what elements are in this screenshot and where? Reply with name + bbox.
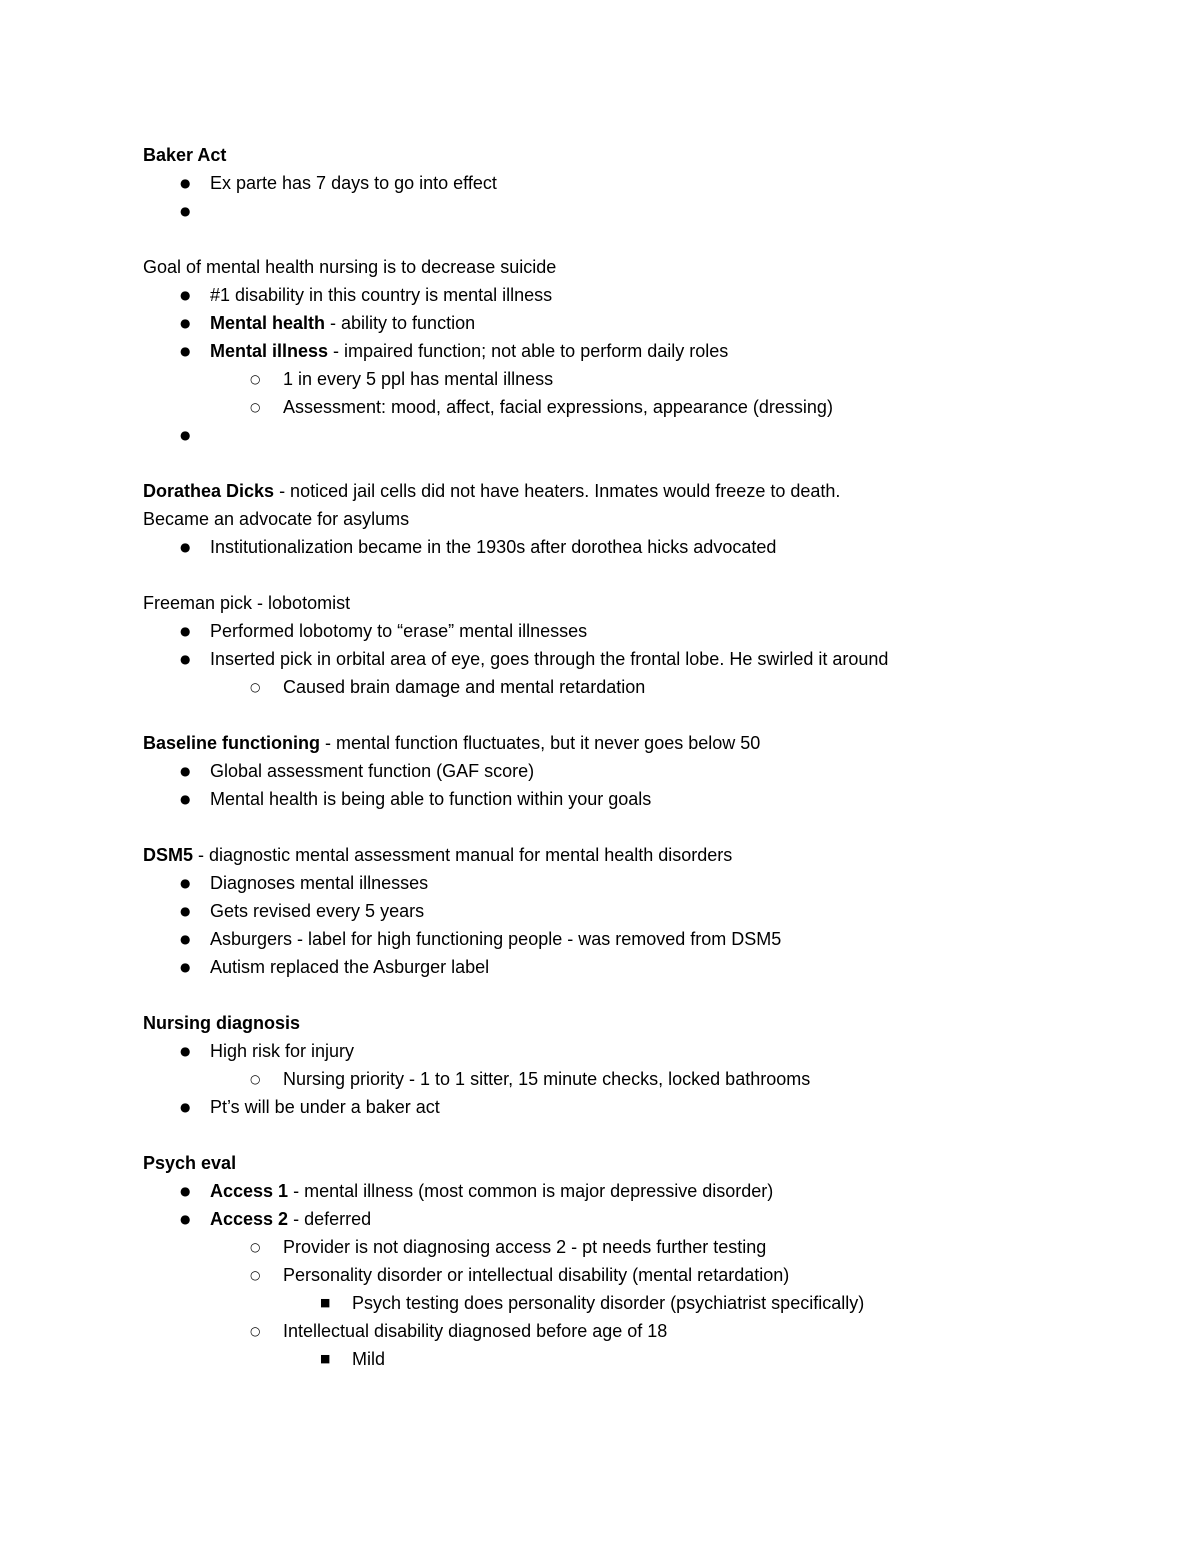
text-run-group: 1 in every 5 ppl has mental illness	[283, 369, 554, 389]
text-run-group: Nursing diagnosis	[143, 1013, 301, 1033]
blank-line	[143, 701, 1057, 729]
bullet-line-level-3	[143, 1289, 1057, 1317]
text-run-group: Diagnoses mental illnesses	[210, 873, 429, 893]
filled-circle-bullet-icon: ●	[180, 288, 191, 302]
bullet-line-level-1	[143, 1205, 1057, 1233]
filled-circle-bullet-icon: ●	[180, 344, 191, 358]
text-run-group: Personality disorder or intellectual disability (mental retardation)	[283, 1265, 790, 1285]
hollow-circle-bullet-icon: ○	[250, 400, 261, 414]
hollow-circle-bullet-icon: ○	[250, 680, 261, 694]
filled-circle-bullet-icon: ●	[180, 960, 191, 974]
text-run-group: #1 disability in this country is mental illness	[210, 285, 553, 305]
document-body	[143, 141, 1057, 1373]
bullet-line-level-1	[143, 617, 1057, 645]
bullet-line-level-1	[143, 785, 1057, 813]
blank-line	[143, 813, 1057, 841]
filled-square-bullet-icon: ■	[320, 1352, 331, 1365]
text-run-group: Gets revised every 5 years	[210, 901, 425, 921]
bullet-line-level-1	[143, 197, 1057, 225]
heading-line	[143, 141, 1057, 169]
text-run-group: DSM5 - diagnostic mental assessment manual for mental health disorders	[143, 845, 733, 865]
text-run-group: Assessment: mood, affect, facial expressions, appearance (dressing)	[283, 397, 833, 417]
hollow-circle-bullet-icon: ○	[250, 1324, 261, 1338]
text-run-group: Baseline functioning - mental function fluctuates, but it never goes below 50	[143, 733, 761, 753]
bullet-line-level-2	[143, 393, 1057, 421]
blank-line	[143, 449, 1057, 477]
paragraph-line	[143, 253, 1057, 281]
text-run-group: Goal of mental health nursing is to decrease suicide	[143, 257, 557, 277]
bullet-line-level-1	[143, 337, 1057, 365]
bullet-line-level-1	[143, 421, 1057, 449]
text-run-group: Psych eval	[143, 1153, 237, 1173]
heading-line	[143, 1009, 1057, 1037]
paragraph-line	[143, 589, 1057, 617]
text-run-group: Ex parte has 7 days to go into effect	[210, 173, 497, 193]
hollow-circle-bullet-icon: ○	[250, 1072, 261, 1086]
filled-circle-bullet-icon: ●	[180, 1184, 191, 1198]
filled-circle-bullet-icon: ●	[180, 1212, 191, 1226]
bullet-line-level-1	[143, 1177, 1057, 1205]
filled-circle-bullet-icon: ●	[180, 1044, 191, 1058]
filled-circle-bullet-icon: ●	[180, 540, 191, 554]
bullet-line-level-2	[143, 365, 1057, 393]
text-run-group: Provider is not diagnosing access 2 - pt needs further testing	[283, 1237, 767, 1257]
text-run-group: Access 1 - mental illness (most common is major depressive disorder)	[210, 1181, 774, 1201]
bullet-line-level-2	[143, 1261, 1057, 1289]
hollow-circle-bullet-icon: ○	[250, 372, 261, 386]
bullet-line-level-2	[143, 1065, 1057, 1093]
filled-circle-bullet-icon: ●	[180, 176, 191, 190]
bullet-line-level-1	[143, 645, 1057, 673]
bullet-line-level-1	[143, 281, 1057, 309]
text-run-group: Pt’s will be under a baker act	[210, 1097, 440, 1117]
text-run-group: High risk for injury	[210, 1041, 355, 1061]
text-run-group: Baker Act	[143, 145, 227, 165]
filled-circle-bullet-icon: ●	[180, 932, 191, 946]
filled-circle-bullet-icon: ●	[180, 1100, 191, 1114]
bullet-line-level-1	[143, 169, 1057, 197]
heading-line	[143, 1149, 1057, 1177]
bullet-line-level-2	[143, 1317, 1057, 1345]
filled-circle-bullet-icon: ●	[180, 652, 191, 666]
blank-line	[143, 225, 1057, 253]
bullet-line-level-1	[143, 869, 1057, 897]
text-run-group: Asburgers - label for high functioning people - was removed from DSM5	[210, 929, 782, 949]
paragraph-line	[143, 477, 1057, 533]
text-run-group: Psych testing does personality disorder (psychiatrist specifically)	[352, 1293, 865, 1313]
text-run-group: Nursing priority - 1 to 1 sitter, 15 minute checks, locked bathrooms	[283, 1069, 811, 1089]
text-run-group: Intellectual disability diagnosed before age of 18	[283, 1321, 668, 1341]
hollow-circle-bullet-icon: ○	[250, 1268, 261, 1282]
text-run-group: Institutionalization became in the 1930s after dorothea hicks advocated	[210, 537, 777, 557]
bullet-line-level-2	[143, 673, 1057, 701]
text-run-group: Performed lobotomy to “erase” mental illnesses	[210, 621, 588, 641]
bullet-line-level-1	[143, 953, 1057, 981]
blank-line	[143, 981, 1057, 1009]
text-run-group: Global assessment function (GAF score)	[210, 761, 535, 781]
blank-line	[143, 561, 1057, 589]
text-run-group: Mild	[352, 1349, 386, 1369]
paragraph-line	[143, 729, 1057, 757]
filled-circle-bullet-icon: ●	[180, 428, 191, 442]
text-run-group: Freeman pick - lobotomist	[143, 593, 351, 613]
bullet-line-level-1	[143, 309, 1057, 337]
text-run-group: Mental illness - impaired function; not able to perform daily roles	[210, 341, 729, 361]
bullet-line-level-1	[143, 533, 1057, 561]
filled-circle-bullet-icon: ●	[180, 764, 191, 778]
bullet-line-level-1	[143, 1093, 1057, 1121]
filled-circle-bullet-icon: ●	[180, 792, 191, 806]
text-run-group: Mental health - ability to function	[210, 313, 476, 333]
bullet-line-level-1	[143, 897, 1057, 925]
bullet-line-level-1	[143, 757, 1057, 785]
text-run-group: Access 2 - deferred	[210, 1209, 372, 1229]
text-run-group: Inserted pick in orbital area of eye, goes through the frontal lobe. He swirled it around	[210, 649, 889, 669]
blank-line	[143, 1121, 1057, 1149]
paragraph-line	[143, 841, 1057, 869]
text-run-group: Autism replaced the Asburger label	[210, 957, 490, 977]
bullet-line-level-3	[143, 1345, 1057, 1373]
bullet-line-level-1	[143, 925, 1057, 953]
filled-square-bullet-icon: ■	[320, 1296, 331, 1309]
text-run-group: Caused brain damage and mental retardation	[283, 677, 646, 697]
bullet-line-level-1	[143, 1037, 1057, 1065]
text-run-group: Mental health is being able to function within your goals	[210, 789, 652, 809]
filled-circle-bullet-icon: ●	[180, 624, 191, 638]
filled-circle-bullet-icon: ●	[180, 904, 191, 918]
bullet-line-level-2	[143, 1233, 1057, 1261]
filled-circle-bullet-icon: ●	[180, 204, 191, 218]
hollow-circle-bullet-icon: ○	[250, 1240, 261, 1254]
text-run-group: Dorathea Dicks - noticed jail cells did not have heaters. Inmates would freeze to death. Became an advocate for asylums	[143, 481, 841, 529]
filled-circle-bullet-icon: ●	[180, 876, 191, 890]
filled-circle-bullet-icon: ●	[180, 316, 191, 330]
